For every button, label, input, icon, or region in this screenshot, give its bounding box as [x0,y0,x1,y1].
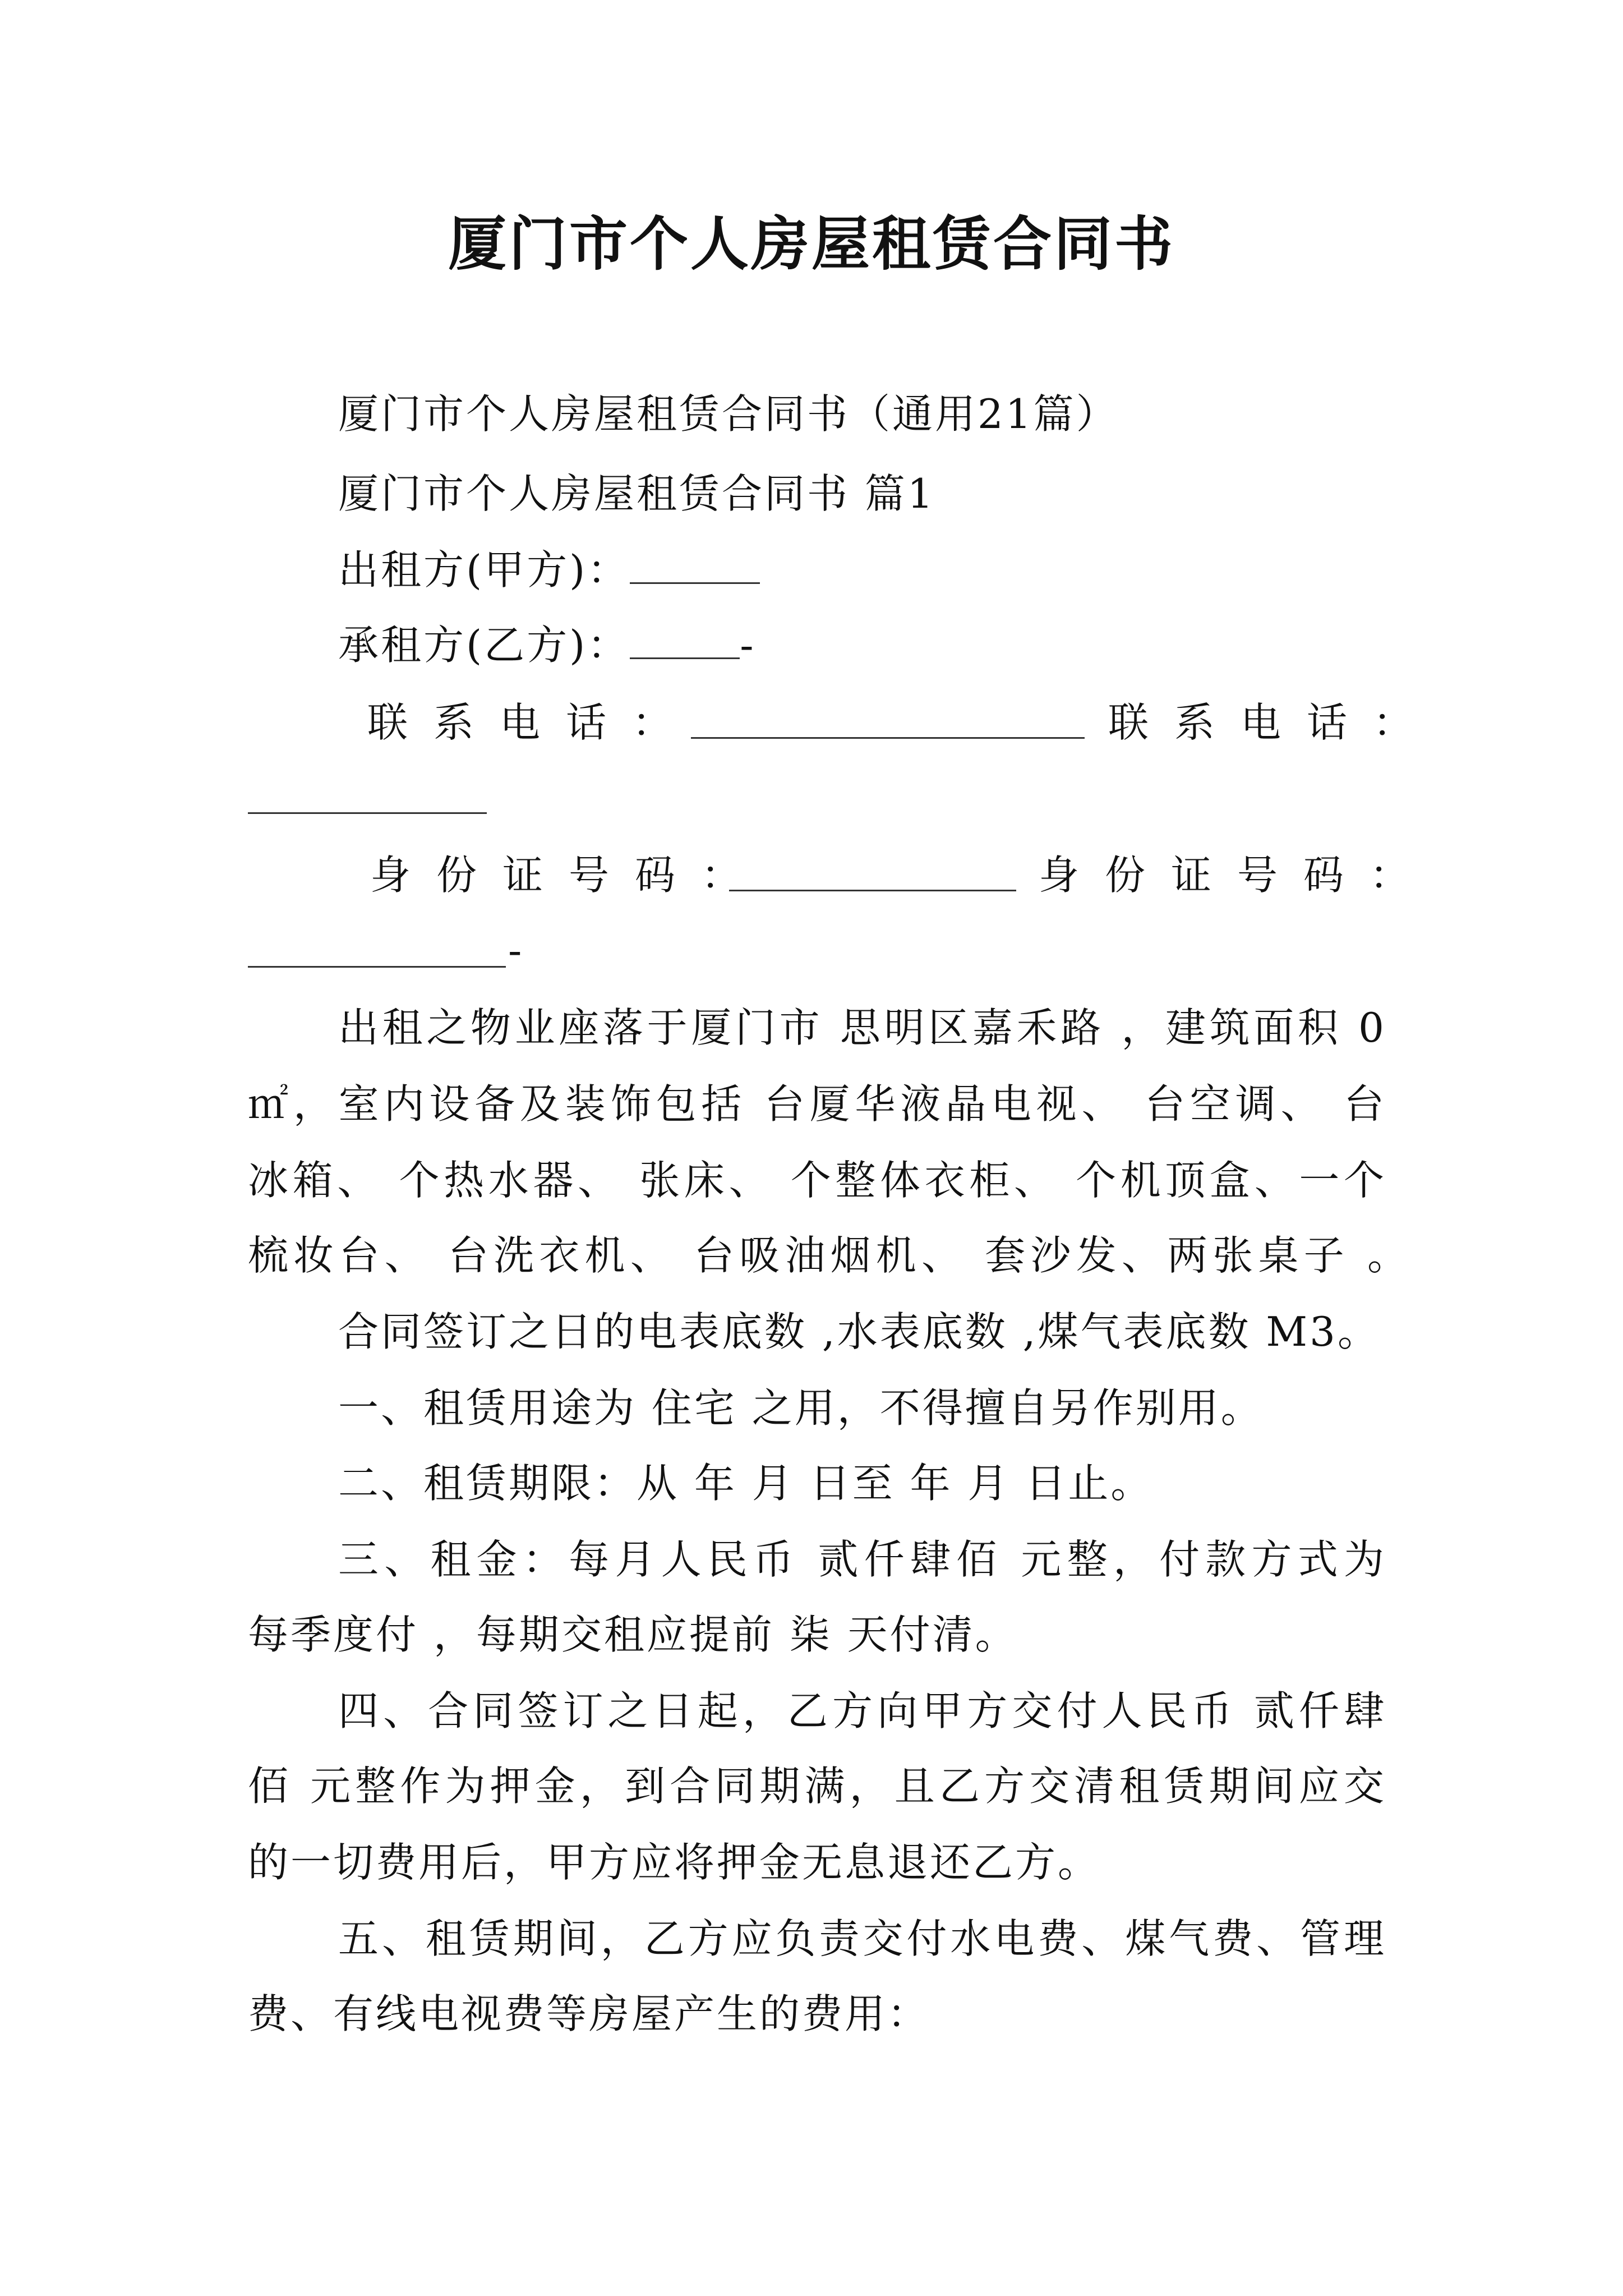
clause-5-line-1: 五、租赁期间，乙方应负责交付水电费、煤气费、管理 [338,1915,1386,1962]
document-subtitle: 厦门市个人房屋租赁合同书（通用21篇） [338,390,1119,438]
clause-4-line-1: 四、合同签订之日起，乙方向甲方交付人民币 贰仟肆 [338,1687,1386,1734]
property-line-2: ㎡，室内设备及装饰包括 台厦华液晶电视、 台空调、 台 [248,1080,1386,1128]
property-line-1: 出租之物业座落于厦门市 思明区嘉禾路 ，建筑面积 0 [338,1004,1386,1051]
meter-readings: 合同签订之日的电表底数 ,水表底数 ,煤气表底数 M3。 [338,1308,1380,1355]
clause-4-line-2: 佰 元整作为押金，到合同期满，且乙方交清租赁期间应交 [248,1763,1386,1810]
phone-label-b: 联系电话： [1108,699,1440,746]
phone-label-a: 联系电话： [367,699,699,746]
party-b-suffix: - [740,622,756,669]
clause-1: 一、租赁用途为 住宅 之用，不得擅自另作别用。 [338,1384,1264,1432]
clause-3-line-1: 三、租金：每月人民币 贰仟肆佰 元整，付款方式为 [338,1536,1386,1583]
party-a-row [338,542,760,597]
party-a-label: 出租方(甲方)： [338,546,630,593]
id-suffix: - [508,927,524,974]
id-label-b: 身份证号码： [1039,852,1436,899]
party-b-label: 承租方(乙方)： [338,622,630,669]
id-label-a: 身份证号码： [370,852,768,899]
property-line-4: 梳妆台、 台洗衣机、 台吸油烟机、 套沙发、两张桌子 。 [248,1232,1410,1279]
section-title: 厦门市个人房屋租赁合同书 篇1 [338,470,935,517]
clause-4-line-3: 的一切费用后，甲方应将押金无息退还乙方。 [248,1839,1101,1886]
clause-2: 二、租赁期限：从 年 月 日至 年 月 日止。 [338,1460,1154,1507]
id-blank-a [729,890,1016,891]
id-blank-b [248,966,506,968]
clause-5-line-2: 费、有线电视费等房屋产生的费用： [248,1990,930,2037]
clause-3-line-2: 每季度付 ，每期交租应提前 柒 天付清。 [248,1611,1018,1658]
party-a-blank [630,542,760,584]
party-b-blank [630,617,740,659]
phone-blank-a [691,737,1085,739]
property-line-3: 冰箱、 个热水器、 张床、 个整体衣柜、 个机顶盒、一个 [248,1157,1386,1204]
party-b-row [338,617,756,672]
document-title: 厦门市个人房屋租赁合同书 [448,209,1175,278]
phone-blank-b [248,812,487,814]
